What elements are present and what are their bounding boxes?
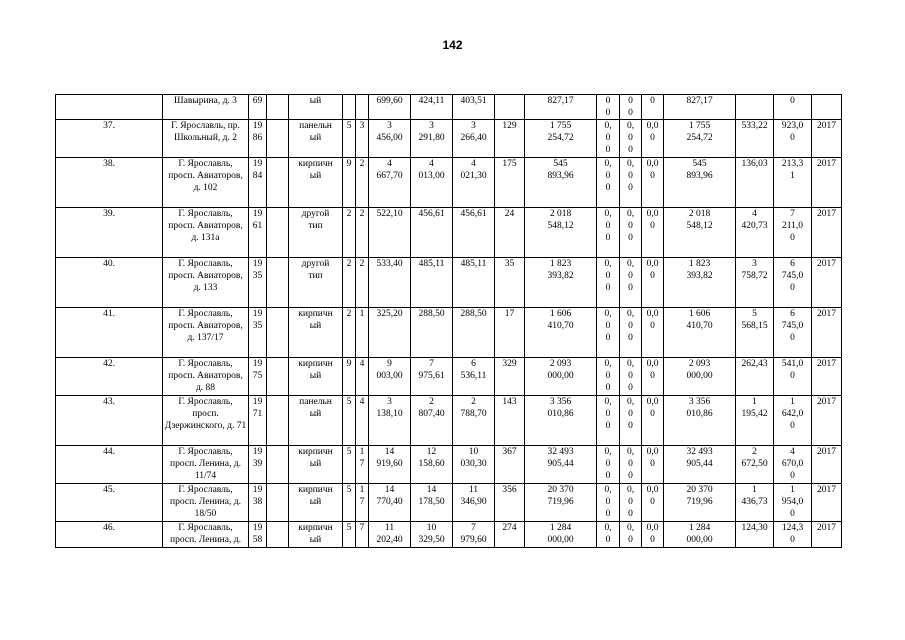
cell-residents: 356 xyxy=(495,484,525,522)
cell-blank-col xyxy=(267,446,289,484)
cell-floors: 5 xyxy=(343,120,356,158)
cell-area-residential: 2 788,70 xyxy=(453,396,495,446)
cell-wall-material: панельн ый xyxy=(289,120,343,158)
cell-wall-material: ый xyxy=(289,95,343,120)
cell-ratio-a: 0, 0 0 xyxy=(597,258,620,308)
cell-area-living: 288,50 xyxy=(411,308,453,358)
cell-area-total: 14 919,60 xyxy=(369,446,411,484)
cell-blank-col xyxy=(267,95,289,120)
cell-ratio-b: 0 0 xyxy=(620,95,642,120)
cell-wall-material: кирпичн ый xyxy=(289,158,343,208)
cell-area-residential: 288,50 xyxy=(453,308,495,358)
housing-register-table xyxy=(55,94,842,548)
cell-blank-col xyxy=(267,208,289,258)
cell-ratio-c: 0,0 0 xyxy=(642,208,664,258)
cell-residents: 17 xyxy=(495,308,525,358)
cell-entrances: 3 xyxy=(356,120,369,158)
cell-residents: 24 xyxy=(495,208,525,258)
cell-floors: 2 xyxy=(343,308,356,358)
cell-area-living: 10 329,50 xyxy=(411,522,453,548)
cell-entrances: 2 xyxy=(356,208,369,258)
cell-area-total: 4 667,70 xyxy=(369,158,411,208)
cell-area-residential: 456,61 xyxy=(453,208,495,258)
cell-cost-per-sqm: 1 436,73 xyxy=(736,484,774,522)
cell-address: Г. Ярославль, просп. Ленина, д. 11/74 xyxy=(163,446,249,484)
cell-blank-col xyxy=(267,396,289,446)
cell-ratio-c: 0,0 0 xyxy=(642,158,664,208)
cell-ratio-b: 0, 0 0 xyxy=(620,484,642,522)
table-row xyxy=(56,358,842,396)
cell-residents: 129 xyxy=(495,120,525,158)
cell-limit-per-sqm: 541,0 0 xyxy=(774,358,812,396)
cell-address: Г. Ярославль, просп. Авиаторов, д. 133 xyxy=(163,258,249,308)
cell-area-living: 485,11 xyxy=(411,258,453,308)
cell-entrances: 4 xyxy=(356,358,369,396)
cell-completion-year: 2017 xyxy=(812,396,842,446)
cell-wall-material: кирпичн ый xyxy=(289,484,343,522)
cell-area-residential: 6 536,11 xyxy=(453,358,495,396)
cell-residents: 143 xyxy=(495,396,525,446)
cell-area-living: 3 291,80 xyxy=(411,120,453,158)
table-row xyxy=(56,396,842,446)
table-row xyxy=(56,446,842,484)
cell-ratio-c: 0,0 0 xyxy=(642,484,664,522)
cell-completion-year: 2017 xyxy=(812,522,842,548)
cell-row-number: 43. xyxy=(56,396,163,446)
cell-floors: 9 xyxy=(343,158,356,208)
cell-ratio-a: 0, 0 0 xyxy=(597,308,620,358)
cell-area-residential: 403,51 xyxy=(453,95,495,120)
table-row xyxy=(56,95,842,120)
cell-completion-year: 2017 xyxy=(812,308,842,358)
cell-build-year: 69 xyxy=(249,95,267,120)
cell-address: Г. Ярославль, просп. Ленина, д. 18/50 xyxy=(163,484,249,522)
cell-cost-per-sqm: 5 568,15 xyxy=(736,308,774,358)
cell-limit-per-sqm: 7 211,0 0 xyxy=(774,208,812,258)
cell-row-number: 37. xyxy=(56,120,163,158)
cell-limit-per-sqm: 124,3 0 xyxy=(774,522,812,548)
table-row xyxy=(56,522,842,548)
cell-cost-per-sqm: 4 420,73 xyxy=(736,208,774,258)
cell-ratio-a: 0, 0 xyxy=(597,522,620,548)
cell-residents: 175 xyxy=(495,158,525,208)
cell-address: Г. Ярославль, пр. Школьный, д. 2 xyxy=(163,120,249,158)
page-number: 142 xyxy=(442,38,463,52)
cell-limit-per-sqm: 0 xyxy=(774,95,812,120)
cell-ratio-b: 0, 0 xyxy=(620,522,642,548)
cell-blank-col xyxy=(267,358,289,396)
cell-ratio-b: 0, 0 0 xyxy=(620,158,642,208)
cell-ratio-c: 0 xyxy=(642,95,664,120)
cell-build-year: 19 71 xyxy=(249,396,267,446)
cell-ratio-b: 0, 0 0 xyxy=(620,308,642,358)
cell-area-total: 3 138,10 xyxy=(369,396,411,446)
cell-address: Г. Ярославль, просп. Авиаторов, д. 102 xyxy=(163,158,249,208)
cell-blank-col xyxy=(267,158,289,208)
cell-limit-per-sqm: 923,0 0 xyxy=(774,120,812,158)
cell-cost-per-sqm: 136,03 xyxy=(736,158,774,208)
cell-entrances: 4 xyxy=(356,396,369,446)
cell-entrances: 1 7 xyxy=(356,446,369,484)
cell-blank-col xyxy=(267,258,289,308)
cell-repair-cost: 545 893,96 xyxy=(525,158,597,208)
cell-ratio-a: 0, 0 0 xyxy=(597,358,620,396)
cell-floors: 5 xyxy=(343,522,356,548)
cell-area-total: 14 770,40 xyxy=(369,484,411,522)
cell-address: Г. Ярославль, просп. Авиаторов, д. 131а xyxy=(163,208,249,258)
cell-cost-per-sqm: 1 195,42 xyxy=(736,396,774,446)
cell-area-residential: 7 979,60 xyxy=(453,522,495,548)
cell-entrances: 1 xyxy=(356,308,369,358)
cell-repair-cost: 1 755 254,72 xyxy=(525,120,597,158)
cell-row-number: 41. xyxy=(56,308,163,358)
cell-completion-year: 2017 xyxy=(812,446,842,484)
cell-row-number: 40. xyxy=(56,258,163,308)
cell-cost-per-sqm: 3 758,72 xyxy=(736,258,774,308)
cell-row-number: 45. xyxy=(56,484,163,522)
cell-total-cost: 20 370 719,96 xyxy=(664,484,736,522)
cell-floors: 2 xyxy=(343,208,356,258)
cell-area-residential: 11 346,90 xyxy=(453,484,495,522)
cell-build-year: 19 75 xyxy=(249,358,267,396)
cell-area-living: 7 975,61 xyxy=(411,358,453,396)
cell-repair-cost: 3 356 010,86 xyxy=(525,396,597,446)
cell-address: Шавырина, д. 3 xyxy=(163,95,249,120)
cell-ratio-a: 0, 0 0 xyxy=(597,396,620,446)
cell-row-number: 38. xyxy=(56,158,163,208)
cell-wall-material: кирпичн ый xyxy=(289,522,343,548)
cell-area-living: 456,61 xyxy=(411,208,453,258)
cell-completion-year: 2017 xyxy=(812,158,842,208)
cell-address: Г. Ярославль, просп. Авиаторов, д. 88 xyxy=(163,358,249,396)
cell-ratio-a: 0, 0 0 xyxy=(597,120,620,158)
table-row xyxy=(56,208,842,258)
cell-ratio-c: 0,0 0 xyxy=(642,258,664,308)
cell-residents xyxy=(495,95,525,120)
cell-entrances: 2 xyxy=(356,258,369,308)
cell-row-number: 42. xyxy=(56,358,163,396)
cell-wall-material: кирпичн ый xyxy=(289,308,343,358)
cell-ratio-c: 0,0 0 xyxy=(642,358,664,396)
cell-area-total: 9 003,00 xyxy=(369,358,411,396)
cell-wall-material: кирпичн ый xyxy=(289,358,343,396)
cell-area-total: 533,40 xyxy=(369,258,411,308)
cell-residents: 274 xyxy=(495,522,525,548)
cell-completion-year: 2017 xyxy=(812,208,842,258)
cell-address: Г. Ярославль, просп. Ленина, д. xyxy=(163,522,249,548)
cell-build-year: 19 84 xyxy=(249,158,267,208)
cell-entrances: 2 xyxy=(356,158,369,208)
cell-ratio-b: 0, 0 0 xyxy=(620,208,642,258)
cell-total-cost: 2 018 548,12 xyxy=(664,208,736,258)
cell-cost-per-sqm: 533,22 xyxy=(736,120,774,158)
cell-completion-year: 2017 xyxy=(812,484,842,522)
cell-area-residential: 10 030,30 xyxy=(453,446,495,484)
cell-ratio-c: 0,0 0 xyxy=(642,308,664,358)
cell-area-residential: 4 021,30 xyxy=(453,158,495,208)
cell-address: Г. Ярославль, просп. Дзержинского, д. 71 xyxy=(163,396,249,446)
cell-blank-col xyxy=(267,522,289,548)
cell-completion-year: 2017 xyxy=(812,358,842,396)
cell-residents: 329 xyxy=(495,358,525,396)
table-body xyxy=(56,95,842,548)
cell-total-cost: 1 606 410,70 xyxy=(664,308,736,358)
cell-blank-col xyxy=(267,484,289,522)
cell-floors: 9 xyxy=(343,358,356,396)
cell-row-number: 44. xyxy=(56,446,163,484)
cell-row-number xyxy=(56,95,163,120)
table-row xyxy=(56,120,842,158)
cell-area-living: 12 158,60 xyxy=(411,446,453,484)
cell-total-cost: 827,17 xyxy=(664,95,736,120)
cell-limit-per-sqm: 213,3 1 xyxy=(774,158,812,208)
cell-entrances: 1 7 xyxy=(356,484,369,522)
cell-limit-per-sqm: 1 642,0 0 xyxy=(774,396,812,446)
cell-completion-year xyxy=(812,95,842,120)
cell-total-cost: 3 356 010,86 xyxy=(664,396,736,446)
cell-repair-cost: 2 018 548,12 xyxy=(525,208,597,258)
cell-floors: 5 xyxy=(343,396,356,446)
cell-floors xyxy=(343,95,356,120)
cell-wall-material: кирпичн ый xyxy=(289,446,343,484)
cell-entrances: 7 xyxy=(356,522,369,548)
cell-total-cost: 2 093 000,00 xyxy=(664,358,736,396)
cell-floors: 5 xyxy=(343,446,356,484)
cell-area-residential: 485,11 xyxy=(453,258,495,308)
cell-blank-col xyxy=(267,308,289,358)
cell-build-year: 19 35 xyxy=(249,258,267,308)
cell-repair-cost: 2 093 000,00 xyxy=(525,358,597,396)
cell-build-year: 19 38 xyxy=(249,484,267,522)
cell-repair-cost: 827,17 xyxy=(525,95,597,120)
cell-repair-cost: 1 823 393,82 xyxy=(525,258,597,308)
cell-cost-per-sqm: 262,43 xyxy=(736,358,774,396)
cell-cost-per-sqm: 2 672,50 xyxy=(736,446,774,484)
cell-wall-material: другой тип xyxy=(289,258,343,308)
cell-entrances xyxy=(356,95,369,120)
cell-build-year: 19 58 xyxy=(249,522,267,548)
cell-area-total: 699,60 xyxy=(369,95,411,120)
cell-total-cost: 1 823 393,82 xyxy=(664,258,736,308)
cell-wall-material: панельн ый xyxy=(289,396,343,446)
cell-completion-year: 2017 xyxy=(812,120,842,158)
cell-address: Г. Ярославль, просп. Авиаторов, д. 137/17 xyxy=(163,308,249,358)
cell-ratio-c: 0,0 0 xyxy=(642,446,664,484)
cell-area-living: 14 178,50 xyxy=(411,484,453,522)
cell-limit-per-sqm: 1 954,0 0 xyxy=(774,484,812,522)
table-row xyxy=(56,308,842,358)
cell-area-total: 3 456,00 xyxy=(369,120,411,158)
cell-ratio-b: 0, 0 0 xyxy=(620,396,642,446)
cell-limit-per-sqm: 6 745,0 0 xyxy=(774,258,812,308)
table-row xyxy=(56,158,842,208)
cell-area-residential: 3 266,40 xyxy=(453,120,495,158)
cell-area-living: 4 013,00 xyxy=(411,158,453,208)
cell-ratio-c: 0,0 0 xyxy=(642,120,664,158)
cell-area-living: 2 807,40 xyxy=(411,396,453,446)
cell-ratio-b: 0, 0 0 xyxy=(620,120,642,158)
cell-ratio-b: 0, 0 0 xyxy=(620,446,642,484)
cell-floors: 2 xyxy=(343,258,356,308)
cell-cost-per-sqm: 124,30 xyxy=(736,522,774,548)
cell-limit-per-sqm: 4 670,0 0 xyxy=(774,446,812,484)
cell-ratio-a: 0, 0 0 xyxy=(597,446,620,484)
cell-residents: 35 xyxy=(495,258,525,308)
cell-build-year: 19 86 xyxy=(249,120,267,158)
table-row xyxy=(56,484,842,522)
cell-ratio-a: 0, 0 0 xyxy=(597,484,620,522)
cell-ratio-a: 0 0 xyxy=(597,95,620,120)
cell-total-cost: 1 755 254,72 xyxy=(664,120,736,158)
cell-repair-cost: 1 606 410,70 xyxy=(525,308,597,358)
cell-build-year: 19 35 xyxy=(249,308,267,358)
cell-repair-cost: 32 493 905,44 xyxy=(525,446,597,484)
cell-blank-col xyxy=(267,120,289,158)
cell-row-number: 39. xyxy=(56,208,163,258)
cell-total-cost: 1 284 000,00 xyxy=(664,522,736,548)
cell-repair-cost: 1 284 000,00 xyxy=(525,522,597,548)
cell-build-year: 19 39 xyxy=(249,446,267,484)
cell-build-year: 19 61 xyxy=(249,208,267,258)
cell-total-cost: 32 493 905,44 xyxy=(664,446,736,484)
cell-wall-material: другой тип xyxy=(289,208,343,258)
cell-ratio-a: 0, 0 0 xyxy=(597,158,620,208)
cell-cost-per-sqm xyxy=(736,95,774,120)
table-row xyxy=(56,258,842,308)
cell-area-total: 11 202,40 xyxy=(369,522,411,548)
cell-ratio-c: 0,0 0 xyxy=(642,396,664,446)
cell-ratio-a: 0, 0 0 xyxy=(597,208,620,258)
cell-repair-cost: 20 370 719,96 xyxy=(525,484,597,522)
cell-limit-per-sqm: 6 745,0 0 xyxy=(774,308,812,358)
cell-area-living: 424,11 xyxy=(411,95,453,120)
cell-area-total: 522,10 xyxy=(369,208,411,258)
cell-completion-year: 2017 xyxy=(812,258,842,308)
cell-row-number: 46. xyxy=(56,522,163,548)
cell-area-total: 325,20 xyxy=(369,308,411,358)
cell-ratio-c: 0,0 0 xyxy=(642,522,664,548)
cell-total-cost: 545 893,96 xyxy=(664,158,736,208)
cell-floors: 5 xyxy=(343,484,356,522)
cell-ratio-b: 0, 0 0 xyxy=(620,358,642,396)
cell-residents: 367 xyxy=(495,446,525,484)
cell-ratio-b: 0, 0 0 xyxy=(620,258,642,308)
